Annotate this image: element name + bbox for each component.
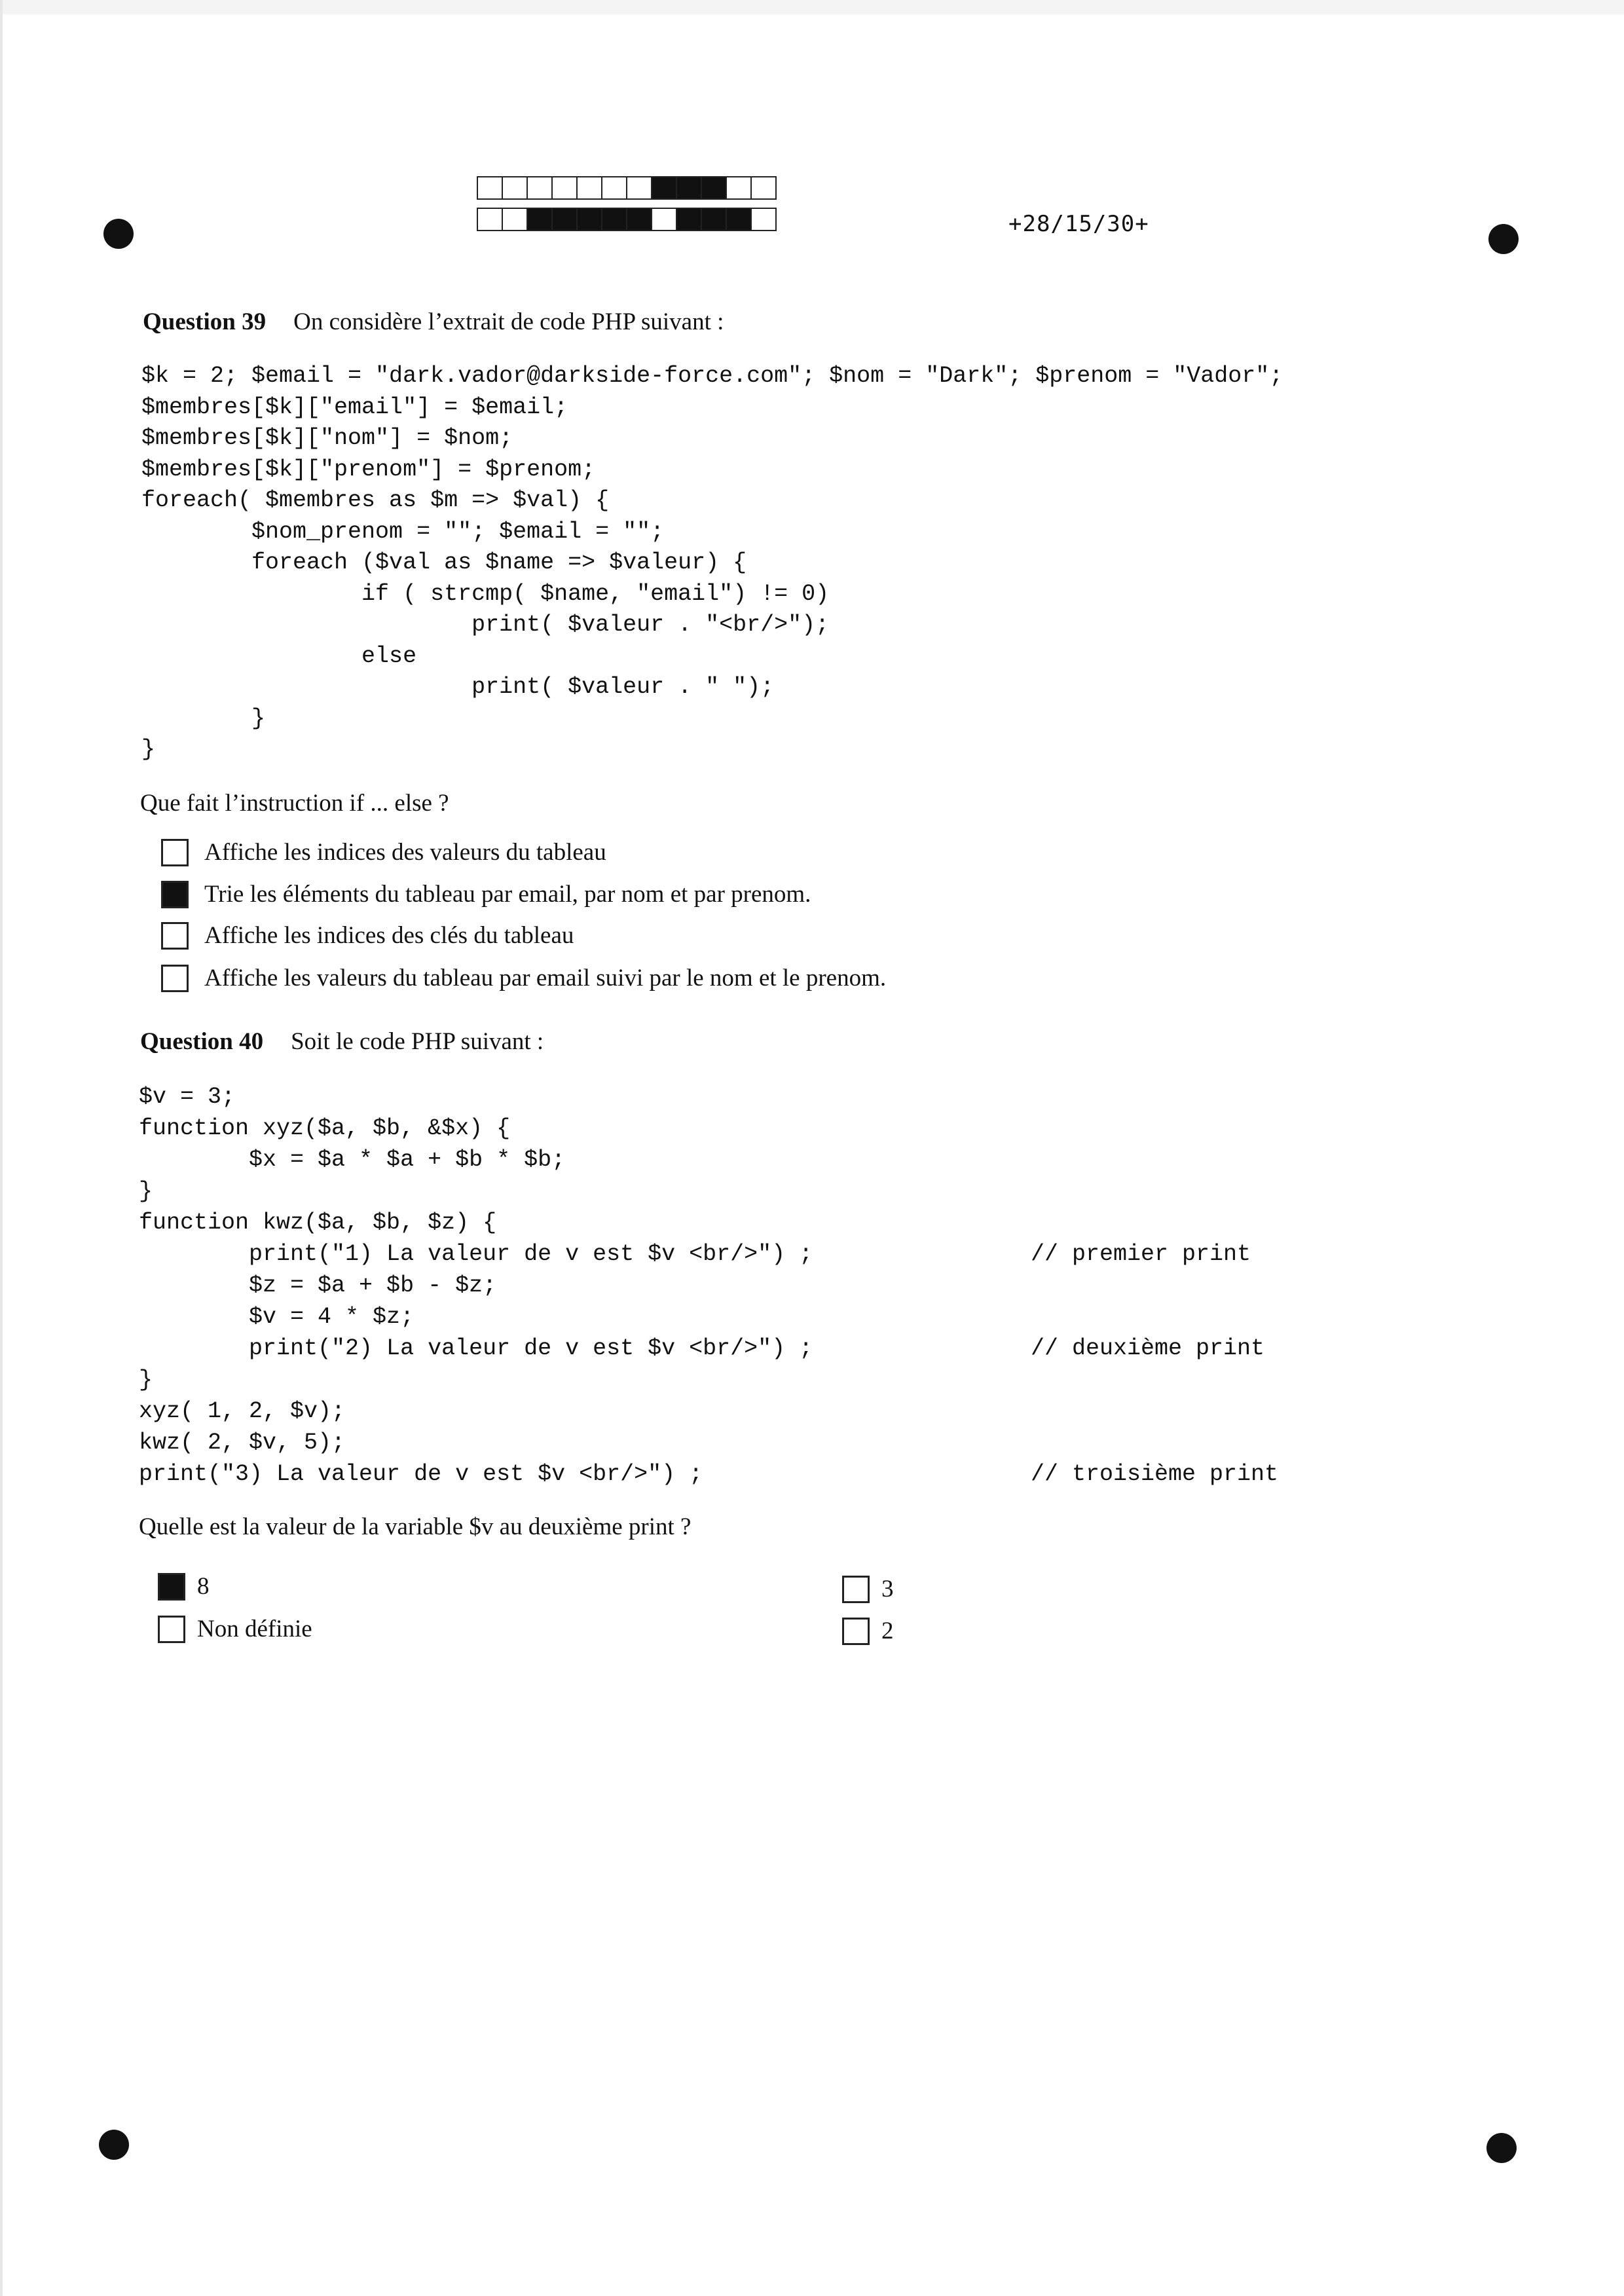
question-statement: Soit le code PHP suivant : — [291, 1028, 544, 1055]
id-cell-filled — [626, 208, 652, 231]
id-cell — [726, 176, 752, 200]
answer-option[interactable] — [161, 838, 606, 866]
question-40-header — [140, 1028, 544, 1056]
code-comment: // troisième print — [1031, 1461, 1279, 1487]
question-number: Question 40 — [140, 1028, 264, 1055]
id-cell-filled — [701, 208, 727, 231]
id-cell — [526, 176, 553, 200]
id-cell-filled — [676, 208, 702, 231]
checkbox[interactable] — [161, 922, 189, 950]
question-prompt-q40: Quelle est la valeur de la variable $v au deuxième print ? — [139, 1513, 692, 1540]
id-cell-filled — [526, 208, 553, 231]
id-cell-filled — [651, 176, 677, 200]
id-cell-filled — [701, 176, 727, 200]
scan-top-edge — [0, 0, 1624, 14]
answer-label: Trie les éléments du tableau par email, par nom et par prenom. — [204, 881, 811, 908]
id-cell — [576, 176, 602, 200]
registration-mark-bottom-left — [99, 2130, 129, 2160]
id-cell — [551, 176, 578, 200]
answer-label: Affiche les indices des clés du tableau — [204, 922, 574, 949]
answer-label: Non définie — [197, 1616, 312, 1642]
id-cell-filled — [676, 176, 702, 200]
checkbox[interactable] — [161, 839, 189, 866]
answer-label: 2 — [881, 1618, 894, 1644]
id-cell — [477, 208, 503, 231]
id-cell-filled — [726, 208, 752, 231]
id-cell-filled — [576, 208, 602, 231]
checkbox-checked[interactable] — [158, 1573, 185, 1601]
registration-mark-bottom-right — [1486, 2133, 1517, 2163]
id-cell-filled — [601, 208, 627, 231]
code-comment: // premier print — [1031, 1241, 1251, 1267]
id-cell — [750, 176, 777, 200]
checkbox[interactable] — [161, 965, 189, 992]
answer-label: 8 — [197, 1573, 210, 1600]
id-cell — [651, 208, 677, 231]
checkbox-checked[interactable] — [161, 881, 189, 908]
scan-left-edge — [0, 0, 3, 2296]
registration-mark-top-left — [103, 219, 134, 249]
code-listing-q39: $k = 2; $email = "dark.vador@darkside-force.com"; $nom = "Dark"; $prenom = "Vador"; $membres[$k]["email"] = $email; $membres[$k]["nom"] = $nom; $membres[$k]["prenom"] = $prenom; foreach( $membres as $m => $val) { $nom_prenom = ""; $email = ""; foreach ($val as $name => $valeur) { if ( strcmp( $name, "email") != 0) print( $valeur . "<br/>"); else print( $valeur . " "); } } — [141, 363, 1283, 762]
id-cell — [626, 176, 652, 200]
answer-option[interactable] — [161, 880, 811, 908]
checkbox[interactable] — [158, 1616, 185, 1643]
student-id-grid-row-2 — [478, 208, 777, 231]
answer-option[interactable] — [161, 964, 886, 992]
answer-option[interactable] — [842, 1617, 894, 1645]
id-cell-filled — [551, 208, 578, 231]
id-cell — [750, 208, 777, 231]
answer-option[interactable] — [842, 1575, 894, 1603]
id-cell — [477, 176, 503, 200]
answer-label: Affiche les valeurs du tableau par email suivi par le nom et le prenom. — [204, 965, 887, 991]
answer-label: Affiche les indices des valeurs du tableau — [204, 839, 606, 866]
checkbox[interactable] — [842, 1618, 870, 1645]
answer-label: 3 — [881, 1576, 894, 1602]
student-id-grid-row-1 — [478, 176, 777, 200]
question-number: Question 39 — [143, 308, 267, 335]
id-cell — [502, 208, 528, 231]
answer-option[interactable] — [158, 1572, 210, 1601]
question-39-header — [143, 308, 724, 336]
registration-mark-top-right — [1488, 224, 1519, 254]
page-code: +28/15/30+ — [1008, 211, 1149, 237]
id-cell — [601, 176, 627, 200]
question-statement: On considère l’extrait de code PHP suivant : — [293, 308, 724, 335]
code-listing-q40: $v = 3; function xyz($a, $b, &$x) { $x = $a * $a + $b * $b; } function kwz($a, $b, $z) { print("1) La valeur de v est $v <br/>") ; $z = $a + $b - $z; $v = 4 * $z; print("2) La valeur de v est $v <br/>") ; } xyz( 1, 2, $v); kwz( 2, $v, 5); print("3) La valeur de v est $v <br/>") ; — [139, 1084, 813, 1487]
question-prompt-q39: Que fait l’instruction if ... else ? — [140, 790, 449, 817]
id-cell — [502, 176, 528, 200]
code-comment: // deuxième print — [1031, 1335, 1265, 1361]
answer-option[interactable] — [158, 1615, 312, 1643]
answer-option[interactable] — [161, 921, 574, 950]
checkbox[interactable] — [842, 1576, 870, 1603]
